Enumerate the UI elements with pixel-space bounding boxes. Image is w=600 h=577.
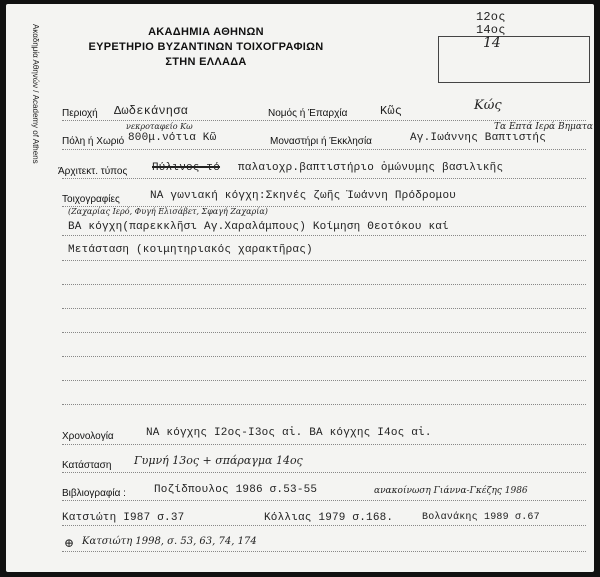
century-line-1: 12ος <box>476 10 506 24</box>
dotted-line <box>62 284 586 285</box>
label-prefecture: Νομός ή Έπαρχία <box>268 108 348 119</box>
bib-3-mark: ⊕ <box>64 536 75 550</box>
dotted-line <box>62 235 586 236</box>
dotted-line <box>62 308 586 309</box>
dotted-line <box>62 500 586 501</box>
classification-box <box>438 36 590 83</box>
frescoes-note: (Ζαχαρίας Ιερό, Φυγή Ελισάβετ, Σφαγή Ζαχαρία) <box>68 207 268 216</box>
side-caption <box>6 4 40 572</box>
value-chronology: ΝΑ κόγχης Ι2ος-Ι3ος αἰ. ΒΑ κόγχης Ι4ος αἰ. <box>146 427 432 439</box>
label-monastery: Μοναστήρι ή Έκκλησία <box>270 136 372 147</box>
label-bibliography: Βιβλιογραφία : <box>62 488 126 499</box>
dotted-line <box>62 551 586 552</box>
label-region: Περιοχή <box>62 108 98 119</box>
dotted-line <box>62 525 586 526</box>
century-line-2: 14ος <box>476 23 506 37</box>
dotted-line <box>62 356 586 357</box>
label-chronology: Χρονολογία <box>62 431 114 442</box>
value-city: 800μ.νότια Κῶ <box>128 132 217 144</box>
value-bib-3: Κατσιώτη 1998, σ. 53, 63, 74, 174 <box>82 536 257 547</box>
value-condition: Γυμνή 13ος + σπάραγμα 14ος <box>134 454 303 467</box>
city-note: νεκροταφείο Κω <box>126 122 193 131</box>
prefecture-note: Κώς <box>474 98 502 113</box>
value-frescoes-2: ΒΑ κόγχη(παρεκκλῆσι Αγ.Χαραλάμπους) Κοίμηση Θεοτόκου καί <box>68 221 449 233</box>
dotted-line <box>62 444 586 445</box>
value-monastery: Αγ.Ιωάννης Βαπτιστής <box>410 132 547 144</box>
value-frescoes-3: Μετάσταση (κοιμητηριακός χαρακτῆρας) <box>68 244 313 256</box>
monastery-note: Τα Επτά Ιερά Βηματα <box>494 122 593 132</box>
label-condition: Κατάσταση <box>62 460 112 471</box>
value-bib-1: Ποζίδπουλος 1986 σ.53-55 <box>154 484 318 496</box>
dotted-line <box>62 332 586 333</box>
value-frescoes-1: ΝΑ γωνιακή κόγχη:Σκηνές ζωῆς Ἰωάννη Πρόδρομου <box>150 190 457 202</box>
dotted-line <box>62 404 586 405</box>
dotted-line <box>62 178 586 179</box>
label-city: Πόλη ή Χωριό <box>62 136 125 147</box>
dotted-line <box>62 120 586 121</box>
dotted-line <box>62 472 586 473</box>
value-bib-2b: Κόλλιας 1979 σ.168. <box>264 512 394 524</box>
value-arch-type-struck: Πύλινος τό <box>152 162 221 174</box>
dotted-line <box>62 149 586 150</box>
side-caption-text: Ακαδημία Αθηνών / Academy of Athens <box>31 24 40 164</box>
value-arch-type: παλαιοχρ.βαπτιστήριο ὁμώνυμης βασιλικῆς <box>238 162 504 174</box>
box-mark: 14 <box>483 35 501 51</box>
value-bib-2a: Κατσιώτη Ι987 σ.37 <box>62 512 185 524</box>
label-arch-type: Άρχιτεκτ. τύπος <box>58 166 128 177</box>
index-card <box>6 4 594 572</box>
bib-1-note: ανακοίνωση Γιάννα-Γκέζης 1986 <box>374 486 528 496</box>
value-region: Δωδεκάνησα <box>114 104 189 118</box>
dotted-line <box>62 206 586 207</box>
dotted-line <box>62 380 586 381</box>
header-line-2: ΕΥΡΕΤΗΡΙΟ ΒΥΖΑΝΤΙΝΩΝ ΤΟΙΧΟΓΡΑΦΙΩΝ <box>88 41 324 53</box>
dotted-line <box>62 260 586 261</box>
header-line-1: ΑΚΑΔΗΜΙΑ ΑΘΗΝΩΝ <box>148 26 264 38</box>
label-frescoes: Τοιχογραφίες <box>62 194 120 205</box>
value-prefecture: Κῶς <box>380 104 403 118</box>
header-line-3: ΣΤΗΝ ΕΛΛΑΔΑ <box>165 56 247 68</box>
value-bib-2c: Βολανάκης 1989 σ.67 <box>422 512 540 523</box>
